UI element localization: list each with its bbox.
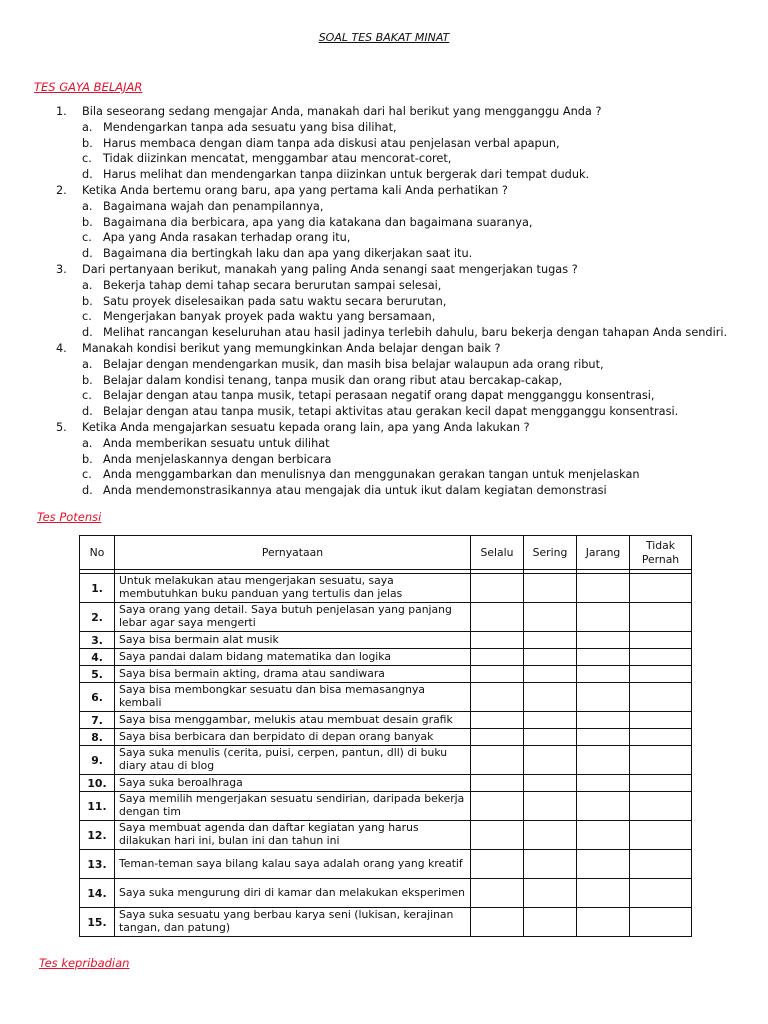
question-number: 4. [56, 341, 67, 355]
table-row [80, 574, 692, 603]
table-row [80, 850, 692, 879]
answer-option [56, 120, 756, 136]
question-number: 5. [56, 420, 67, 434]
answer-cell-jarang[interactable] [577, 850, 630, 879]
answer-cell-jarang[interactable] [577, 649, 630, 666]
row-number: 5. [80, 666, 115, 683]
option-letter: a. [82, 278, 93, 292]
table-row [80, 879, 692, 908]
table-row [80, 746, 692, 775]
row-number: 12. [80, 821, 115, 850]
answer-cell-tidak-pernah[interactable] [630, 683, 692, 712]
answer-option [56, 199, 756, 215]
answer-cell-jarang[interactable] [577, 908, 630, 937]
answer-cell-sering[interactable] [524, 792, 577, 821]
answer-option [56, 452, 756, 468]
row-statement: Saya suka menulis (cerita, puisi, cerpen, pantun, dll) di buku diary atau di blog [115, 746, 471, 775]
option-letter: b. [82, 452, 93, 466]
question-number: 3. [56, 262, 67, 276]
question-text: Bila seseorang sedang mengajar Anda, manakah dari hal berikut yang mengganggu Anda ? [82, 105, 602, 118]
answer-cell-jarang[interactable] [577, 632, 630, 649]
option-text: Belajar dengan mendengarkan musik, dan masih bisa belajar walaupun ada orang ribut, [103, 357, 604, 371]
row-statement: Saya pandai dalam bidang matematika dan logika [115, 649, 471, 666]
option-text: Bagaimana wajah dan penampilannya, [103, 199, 324, 213]
answer-cell-selalu[interactable] [471, 879, 524, 908]
row-number: 8. [80, 729, 115, 746]
option-letter: d. [82, 405, 93, 419]
answer-option [56, 404, 756, 420]
option-text: Satu proyek diselesaikan pada satu waktu secara berurutan, [103, 294, 447, 308]
question-number: 1. [56, 105, 67, 118]
answer-option [56, 309, 756, 325]
question-item [56, 262, 756, 278]
question-number: 2. [56, 183, 67, 197]
answer-cell-sering[interactable] [524, 603, 577, 632]
answer-cell-tidak-pernah[interactable] [630, 574, 692, 603]
row-statement: Saya orang yang detail. Saya butuh penjelasan yang panjang lebar agar saya mengerti [115, 603, 471, 632]
row-statement: Teman-teman saya bilang kalau saya adalah orang yang kreatif [115, 850, 471, 879]
option-text: Harus membaca dengan diam tanpa ada diskusi atau penjelasan verbal apapun, [103, 136, 560, 150]
option-text: Apa yang Anda rasakan terhadap orang itu, [103, 231, 351, 245]
section-title-potensi: Tes Potensi [37, 510, 102, 524]
row-statement: Untuk melakukan atau mengerjakan sesuatu, saya membutuhkan buku panduan yang tertulis dan jelas [115, 574, 471, 603]
answer-cell-jarang[interactable] [577, 683, 630, 712]
row-number: 11. [80, 792, 115, 821]
answer-cell-tidak-pernah[interactable] [630, 792, 692, 821]
option-text: Bagaimana dia bertingkah laku dan apa yang dikerjakan saat itu. [103, 247, 473, 261]
option-letter: c. [82, 310, 92, 324]
question-text: Ketika Anda mengajarkan sesuatu kepada orang lain, apa yang Anda lakukan ? [82, 420, 530, 434]
answer-option [56, 167, 756, 183]
row-number: 9. [80, 746, 115, 775]
answer-cell-sering[interactable] [524, 712, 577, 729]
answer-cell-selalu[interactable] [471, 850, 524, 879]
answer-cell-tidak-pernah[interactable] [630, 603, 692, 632]
answer-cell-selalu[interactable] [471, 666, 524, 683]
answer-cell-sering[interactable] [524, 574, 577, 603]
answer-option [56, 136, 756, 152]
answer-cell-sering[interactable] [524, 649, 577, 666]
option-letter: a. [82, 436, 93, 450]
question-text: Ketika Anda bertemu orang baru, apa yang pertama kali Anda perhatikan ? [82, 183, 508, 197]
question-item [56, 420, 756, 436]
option-letter: c. [82, 231, 92, 245]
row-number: 3. [80, 632, 115, 649]
answer-cell-selalu[interactable] [471, 712, 524, 729]
row-statement: Saya suka mengurung diri di kamar dan melakukan eksperimen [115, 879, 471, 908]
answer-option [56, 467, 756, 483]
answer-cell-sering[interactable] [524, 850, 577, 879]
answer-cell-tidak-pernah[interactable] [630, 666, 692, 683]
option-text: Melihat rancangan keseluruhan atau hasil jadinya terlebih dahulu, baru bekerja dengan tahapan Anda sendiri. [103, 326, 728, 340]
answer-cell-sering[interactable] [524, 746, 577, 775]
table-row [80, 649, 692, 666]
option-letter: b. [82, 373, 93, 387]
option-letter: c. [82, 468, 92, 482]
row-number: 4. [80, 649, 115, 666]
option-text: Anda menjelaskannya dengan berbicara [103, 452, 332, 466]
answer-option [56, 294, 756, 310]
answer-option [56, 373, 756, 389]
answer-cell-tidak-pernah[interactable] [630, 649, 692, 666]
answer-cell-selalu[interactable] [471, 683, 524, 712]
table-row [80, 603, 692, 632]
header-selalu: Selalu [471, 536, 524, 570]
answer-cell-selalu[interactable] [471, 775, 524, 792]
answer-cell-tidak-pernah[interactable] [630, 746, 692, 775]
option-letter: c. [82, 389, 92, 403]
answer-option [56, 325, 756, 341]
table-row [80, 792, 692, 821]
option-letter: d. [82, 168, 93, 182]
header-no: No [80, 536, 115, 570]
answer-cell-jarang[interactable] [577, 746, 630, 775]
question-text: Dari pertanyaan berikut, manakah yang paling Anda senangi saat mengerjakan tugas ? [82, 262, 578, 276]
option-text: Bekerja tahap demi tahap secara berurutan sampai selesai, [103, 278, 442, 292]
row-statement: Saya bisa menggambar, melukis atau membuat desain grafik [115, 712, 471, 729]
question-item [56, 183, 756, 199]
row-statement: Saya bisa berbicara dan berpidato di depan orang banyak [115, 729, 471, 746]
answer-cell-jarang[interactable] [577, 792, 630, 821]
table-row [80, 908, 692, 937]
answer-cell-selalu[interactable] [471, 603, 524, 632]
option-letter: d. [82, 484, 93, 498]
row-number: 1. [80, 574, 115, 603]
answer-cell-tidak-pernah[interactable] [630, 712, 692, 729]
answer-cell-sering[interactable] [524, 821, 577, 850]
table-row [80, 632, 692, 649]
table-row [80, 666, 692, 683]
answer-option [56, 215, 756, 231]
answer-cell-tidak-pernah[interactable] [630, 775, 692, 792]
section-title-gaya-belajar: TES GAYA BELAJAR [34, 80, 143, 94]
answer-cell-jarang[interactable] [577, 712, 630, 729]
answer-cell-tidak-pernah[interactable] [630, 908, 692, 937]
option-text: Anda memberikan sesuatu untuk dilihat [103, 436, 330, 450]
answer-cell-selalu[interactable] [471, 746, 524, 775]
row-statement: Saya bisa bermain alat musik [115, 632, 471, 649]
answer-cell-jarang[interactable] [577, 603, 630, 632]
option-text: Anda menggambarkan dan menulisnya dan menggunakan gerakan tangan untuk menjelaskan [103, 468, 640, 482]
option-text: Mendengarkan tanpa ada sesuatu yang bisa dilihat, [103, 120, 397, 134]
question-item [56, 341, 756, 357]
answer-cell-jarang[interactable] [577, 775, 630, 792]
answer-option [56, 483, 756, 499]
option-letter: a. [82, 120, 93, 134]
answer-cell-tidak-pernah[interactable] [630, 821, 692, 850]
question-list [56, 104, 756, 499]
answer-cell-sering[interactable] [524, 908, 577, 937]
row-number: 7. [80, 712, 115, 729]
option-letter: a. [82, 199, 93, 213]
answer-cell-jarang[interactable] [577, 821, 630, 850]
option-text: Belajar dengan atau tanpa musik, tetapi perasaan negatif orang dapat mengganggu konsentrasi, [103, 389, 655, 403]
answer-cell-jarang[interactable] [577, 574, 630, 603]
answer-cell-sering[interactable] [524, 879, 577, 908]
table-row [80, 821, 692, 850]
answer-option [56, 357, 756, 373]
row-number: 15. [80, 908, 115, 937]
option-text: Harus melihat dan mendengarkan tanpa diizinkan untuk bergerak dari tempat duduk. [103, 168, 590, 182]
answer-cell-selalu[interactable] [471, 649, 524, 666]
option-letter: b. [82, 294, 93, 308]
answer-cell-selalu[interactable] [471, 821, 524, 850]
question-item [56, 104, 756, 120]
header-tidak-pernah: Tidak Pernah [630, 536, 692, 570]
answer-cell-sering[interactable] [524, 683, 577, 712]
row-statement: Saya bisa membongkar sesuatu dan bisa memasangnya kembali [115, 683, 471, 712]
potensi-table [79, 535, 692, 937]
table-row [80, 683, 692, 712]
table-row [80, 712, 692, 729]
row-number: 6. [80, 683, 115, 712]
answer-cell-jarang[interactable] [577, 666, 630, 683]
answer-cell-selalu[interactable] [471, 632, 524, 649]
row-number: 14. [80, 879, 115, 908]
answer-cell-tidak-pernah[interactable] [630, 879, 692, 908]
row-statement: Saya bisa bermain akting, drama atau sandiwara [115, 666, 471, 683]
answer-cell-sering[interactable] [524, 632, 577, 649]
answer-cell-selalu[interactable] [471, 908, 524, 937]
option-letter: b. [82, 136, 93, 150]
answer-cell-tidak-pernah[interactable] [630, 850, 692, 879]
answer-cell-sering[interactable] [524, 666, 577, 683]
option-text: Bagaimana dia berbicara, apa yang dia katakana dan bagaimana suaranya, [103, 215, 533, 229]
answer-option [56, 151, 756, 167]
option-text: Belajar dalam kondisi tenang, tanpa musik dan orang ribut atau bercakap-cakap, [103, 373, 563, 387]
row-statement: Saya membuat agenda dan daftar kegiatan yang harus dilakukan hari ini, bulan ini dan tahun ini [115, 821, 471, 850]
option-letter: d. [82, 247, 93, 261]
answer-cell-jarang[interactable] [577, 729, 630, 746]
question-text: Manakah kondisi berikut yang memungkinkan Anda belajar dengan baik ? [82, 341, 501, 355]
section-title-kepribadian: Tes kepribadian [39, 956, 130, 970]
answer-cell-tidak-pernah[interactable] [630, 729, 692, 746]
answer-cell-sering[interactable] [524, 729, 577, 746]
row-number: 10. [80, 775, 115, 792]
answer-cell-jarang[interactable] [577, 879, 630, 908]
option-text: Belajar dengan atau tanpa musik, tetapi aktivitas atau gerakan kecil dapat mengganggu konsentrasi. [103, 405, 679, 419]
row-number: 13. [80, 850, 115, 879]
option-letter: d. [82, 326, 93, 340]
table-row [80, 775, 692, 792]
page-title: SOAL TES BAKAT MINAT [318, 31, 450, 44]
answer-cell-sering[interactable] [524, 775, 577, 792]
answer-option [56, 246, 756, 262]
row-statement: Saya suka sesuatu yang berbau karya seni (lukisan, kerajinan tangan, dan patung) [115, 908, 471, 937]
answer-option [56, 278, 756, 294]
answer-cell-selalu[interactable] [471, 574, 524, 603]
row-statement: Saya memilih mengerjakan sesuatu sendirian, daripada bekerja dengan tim [115, 792, 471, 821]
answer-option [56, 230, 756, 246]
table-header-row [80, 536, 692, 570]
option-letter: c. [82, 152, 92, 166]
answer-option [56, 388, 756, 404]
answer-cell-selalu[interactable] [471, 729, 524, 746]
header-jarang: Jarang [577, 536, 630, 570]
answer-cell-selalu[interactable] [471, 792, 524, 821]
header-sering: Sering [524, 536, 577, 570]
option-text: Anda mendemonstrasikannya atau mengajak dia untuk ikut dalam kegiatan demonstrasi [103, 484, 607, 498]
option-letter: b. [82, 215, 93, 229]
option-text: Mengerjakan banyak proyek pada waktu yang bersamaan, [103, 310, 436, 324]
option-letter: a. [82, 357, 93, 371]
answer-option [56, 436, 756, 452]
answer-cell-tidak-pernah[interactable] [630, 632, 692, 649]
header-pernyataan: Pernyataan [115, 536, 471, 570]
row-statement: Saya suka beroalhraga [115, 775, 471, 792]
table-row [80, 729, 692, 746]
option-text: Tidak diizinkan mencatat, menggambar atau mencorat-coret, [103, 152, 452, 166]
row-number: 2. [80, 603, 115, 632]
